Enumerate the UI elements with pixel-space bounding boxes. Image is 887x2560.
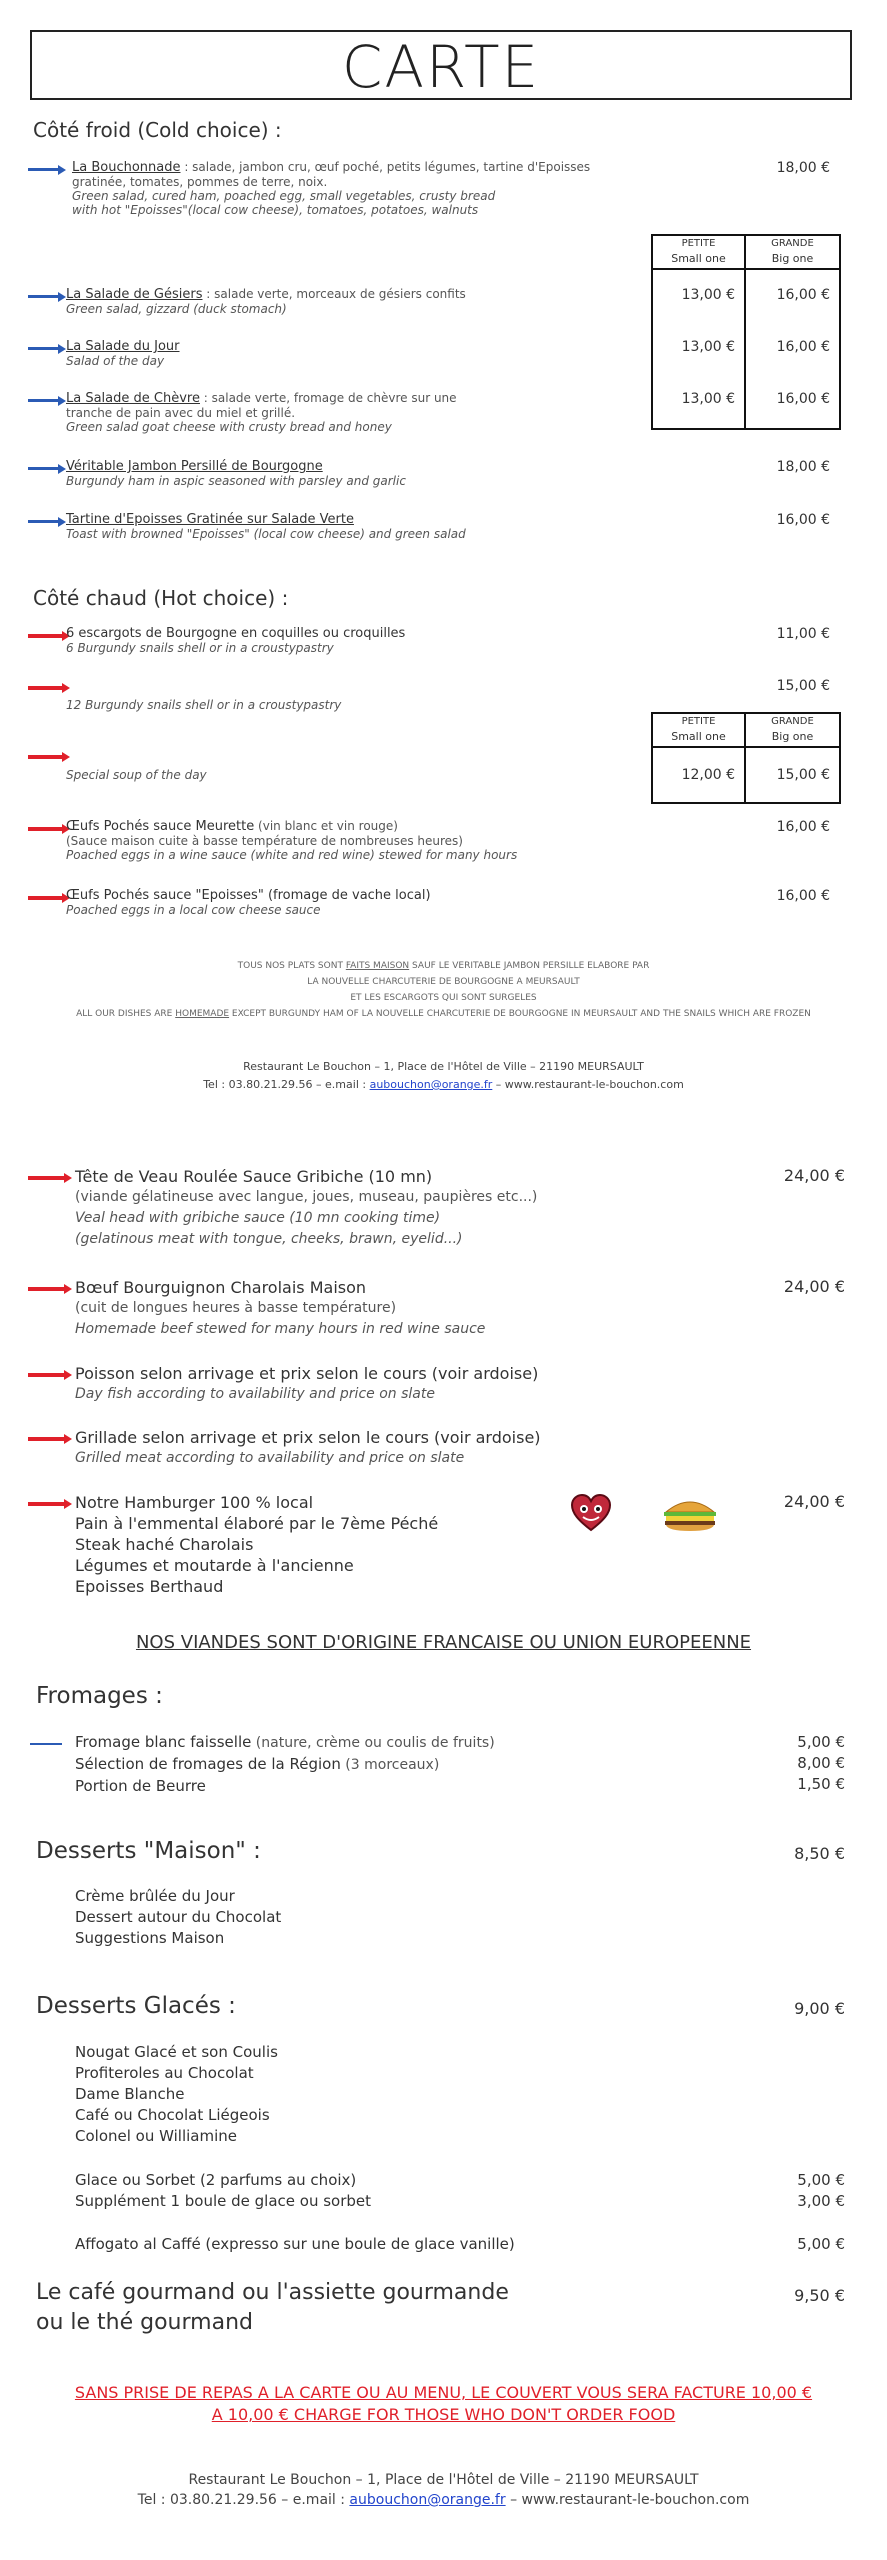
gourmand-line: ou le thé gourmand (36, 2310, 253, 2335)
item-en: Salad of the day (66, 354, 165, 368)
item-en: Poached eggs in a local cow cheese sauce (66, 903, 321, 917)
item-name: Véritable Jambon Persillé de Bourgogne (66, 459, 323, 474)
main-item-hamburger (75, 1492, 575, 1597)
item-desc: (viande gélatineuse avec langue, joues, museau, paupières etc...) (75, 1189, 538, 1205)
item-name: Tartine d'Epoisses Gratinée sur Salade Verte (66, 512, 354, 527)
heart-icon (570, 1494, 612, 1532)
notice-text: ET LES ESCARGOTS QUI SONT SURGELES (350, 993, 537, 1003)
cold-item-jambon (66, 459, 666, 488)
item-desc: (vin blanc et vin rouge) (254, 819, 398, 833)
cheese-prices (760, 1732, 845, 1795)
arrow-icon (28, 896, 64, 900)
item-price: 1,50 € (797, 1775, 845, 1793)
item-name: Sélection de fromages de la Région (75, 1755, 341, 1773)
grid-header-small (653, 236, 744, 266)
ice-price: 9,00 € (794, 1999, 845, 2018)
notice-text: LA NOUVELLE CHARCUTERIE DE BOURGOGNE A MEURSAULT (307, 977, 580, 987)
cover-charge-note (0, 2382, 887, 2426)
item-price-small: 13,00 € (681, 339, 735, 355)
item-line: Epoisses Berthaud (75, 1577, 224, 1596)
item-name: Supplément 1 boule de glace ou sorbet (75, 2192, 372, 2210)
item-desc: (cuit de longues heures à basse température) (75, 1300, 397, 1316)
affogato-name: Affogato al Caffé (expresso sur une boule de glace vanille) (75, 2235, 515, 2253)
homemade-notice (0, 958, 887, 1022)
line-icon (30, 1743, 62, 1745)
meat-origin-note: NOS VIANDES SONT D'ORIGINE FRANCAISE OU UNION EUROPEENNE (135, 1632, 752, 1653)
list-item: Dessert autour du Chocolat (75, 1908, 282, 1926)
item-line: Steak haché Charolais (75, 1535, 254, 1554)
item-desc: (Sauce maison cuite à basse température de nombreuses heures) (66, 834, 463, 848)
grid-label: PETITE (681, 716, 716, 727)
item-price: 18,00 € (776, 160, 830, 176)
desserts-list (75, 1886, 575, 1949)
item-name: La Bouchonnade (72, 160, 181, 175)
grid-label: Big one (771, 730, 814, 743)
list-item: Crème brûlée du Jour (75, 1887, 235, 1905)
arrow-icon (28, 1373, 66, 1377)
cold-item-chevre (66, 391, 646, 434)
grid-divider (651, 268, 841, 270)
email-link[interactable]: aubouchon@orange.fr (369, 1078, 493, 1091)
notice-text: TOUS NOS PLATS SONT (237, 961, 346, 971)
item-price: 5,00 € (797, 1733, 845, 1751)
item-desc: : salade, jambon cru, œuf poché, petits légumes, tartine d'Epoisses (180, 160, 591, 174)
hot-item-soup (66, 768, 646, 782)
item-en: 12 Burgundy snails shell or in a croustypastry (66, 698, 342, 712)
arrow-icon (28, 347, 60, 350)
gourmand-price: 9,50 € (794, 2286, 845, 2305)
item-name: La Salade du Jour (66, 339, 180, 354)
cold-item-tartine (66, 512, 666, 541)
notice-text: FAITS MAISON (345, 961, 410, 971)
notice-text: ALL OUR DISHES ARE (76, 1009, 176, 1019)
item-price: 24,00 € (783, 1166, 845, 1185)
item-price: 24,00 € (783, 1277, 845, 1296)
item-en: Green salad, cured ham, poached egg, small vegetables, crusty bread (72, 189, 496, 203)
item-price-small: 13,00 € (681, 391, 735, 407)
notice-text: SAUF LE VERITABLE JAMBON PERSILLE ELABORE PAR (409, 961, 650, 971)
notice-text: HOMEMADE (175, 1009, 230, 1019)
arrow-icon (28, 634, 64, 638)
ice-extras-prices (760, 2170, 845, 2212)
arrow-icon (28, 1176, 66, 1180)
email-link[interactable]: aubouchon@orange.fr (349, 2492, 506, 2508)
arrow-icon (28, 1287, 66, 1291)
arrow-icon (28, 1502, 66, 1506)
item-line: Pain à l'emmental élaboré par le 7ème Péché (75, 1514, 439, 1533)
item-en: with hot "Epoisses"(local cow cheese), tomatoes, potatoes, walnuts (72, 203, 479, 217)
main-item-boeuf (75, 1277, 725, 1340)
footer-phone: Tel : 03.80.21.29.56 – e.mail : (137, 2492, 350, 2508)
hot-item-oeufs-meurette (66, 819, 716, 862)
main-item-tete-de-veau (75, 1166, 725, 1250)
item-price: 8,00 € (797, 1754, 845, 1772)
arrow-icon (28, 686, 64, 690)
desserts-price: 8,50 € (794, 1844, 845, 1863)
item-en: Grilled meat according to availability and price on slate (75, 1450, 465, 1466)
item-price: 18,00 € (776, 459, 830, 475)
item-price: 3,00 € (797, 2192, 845, 2210)
list-item: Suggestions Maison (75, 1929, 225, 1947)
arrow-icon (28, 295, 60, 298)
item-desc: gratinée, tomates, pommes de terre, noix. (72, 175, 328, 189)
main-item-poisson (75, 1363, 775, 1405)
cheese-list (75, 1732, 675, 1797)
arrow-icon (28, 1437, 66, 1441)
ice-heading: Desserts Glacés : (36, 1993, 236, 2019)
grid-label: PETITE (681, 238, 716, 249)
notice-text: EXCEPT BURGUNDY HAM OF LA NOUVELLE CHARCUTERIE DE BOURGOGNE IN MEURSAULT AND THE SNAILS WHICH ARE FROZEN (229, 1009, 811, 1019)
item-price-small: 13,00 € (681, 287, 735, 303)
item-desc: : salade verte, morceaux de gésiers confits (202, 287, 466, 301)
gourmand-line: Le café gourmand ou l'assiette gourmande (36, 2280, 509, 2305)
footer-contact (0, 1058, 887, 1094)
item-name: Œufs Pochés sauce Meurette (66, 819, 255, 834)
item-price-big: 16,00 € (776, 339, 830, 355)
arrow-icon (28, 520, 60, 523)
footer-contact-bottom (0, 2470, 887, 2510)
grid-label: Small one (671, 252, 726, 265)
item-name: Portion de Beurre (75, 1777, 206, 1795)
hot-heading: Côté chaud (Hot choice) : (33, 586, 289, 610)
website-text: – www.restaurant-le-bouchon.com (492, 1078, 684, 1091)
item-name: Notre Hamburger 100 % local (75, 1493, 314, 1512)
hot-item-oeufs-epoisses (66, 888, 716, 917)
list-item: Nougat Glacé et son Coulis (75, 2043, 278, 2061)
ice-list (75, 2042, 575, 2147)
item-en: Poached eggs in a wine sauce (white and red wine) stewed for many hours (66, 848, 518, 862)
footer-address: Restaurant Le Bouchon – 1, Place de l'Hôtel de Ville – 21190 MEURSAULT (243, 1060, 644, 1073)
website-text: – www.restaurant-le-bouchon.com (505, 2492, 750, 2508)
arrow-icon (28, 755, 64, 759)
item-name: Bœuf Bourguignon Charolais Maison (75, 1278, 367, 1297)
item-name: Fromage blanc faisselle (75, 1733, 252, 1751)
item-en: Veal head with gribiche sauce (10 mn cooking time) (75, 1210, 441, 1226)
grid-label: GRANDE (771, 716, 814, 727)
list-item: Colonel ou Williamine (75, 2127, 237, 2145)
item-name: La Salade de Chèvre (66, 391, 200, 406)
cheese-heading: Fromages : (36, 1683, 163, 1709)
list-item: Dame Blanche (75, 2085, 185, 2103)
menu-title: CARTE (341, 33, 541, 101)
grid-label: Big one (771, 252, 814, 265)
grid-header-big (746, 236, 839, 266)
burger-icon (660, 1496, 720, 1532)
item-name: Œufs Pochés sauce "Epoisses" (fromage de vache local) (66, 888, 431, 903)
menu-title-box (30, 30, 852, 100)
affogato-price: 5,00 € (797, 2235, 845, 2253)
cold-item-gesiers (66, 287, 646, 316)
item-price: 15,00 € (776, 678, 830, 694)
grid-label: GRANDE (771, 238, 814, 249)
item-price: 5,00 € (797, 2171, 845, 2189)
item-name: Grillade selon arrivage et prix selon le cours (voir ardoise) (75, 1428, 541, 1447)
hot-item-6-escargots (66, 626, 666, 655)
cold-item-bouchonnade (72, 160, 772, 217)
item-name: La Salade de Gésiers (66, 287, 203, 302)
desserts-heading: Desserts "Maison" : (36, 1838, 261, 1864)
item-en: Green salad goat cheese with crusty bread and honey (66, 420, 392, 434)
arrow-icon (28, 827, 64, 831)
item-name: Tête de Veau Roulée Sauce Gribiche (10 mn) (75, 1167, 433, 1186)
gourmand (36, 2278, 509, 2338)
grid-divider (651, 746, 841, 748)
item-en: Burgundy ham in aspic seasoned with parsley and garlic (66, 474, 406, 488)
item-en: Day fish according to availability and price on slate (75, 1386, 435, 1402)
item-price-small: 12,00 € (681, 767, 735, 783)
item-en: Toast with browned "Epoisses" (local cow cheese) and green salad (66, 527, 466, 541)
item-price: 16,00 € (776, 512, 830, 528)
footer-phone: Tel : 03.80.21.29.56 – e.mail : (203, 1078, 370, 1091)
footer-address: Restaurant Le Bouchon – 1, Place de l'Hôtel de Ville – 21190 MEURSAULT (188, 2472, 699, 2488)
cover-charge-en: A 10,00 € CHARGE FOR THOSE WHO DON'T ORDER FOOD (211, 2405, 676, 2424)
arrow-icon (28, 168, 60, 171)
arrow-icon (28, 467, 60, 470)
item-price: 11,00 € (776, 626, 830, 642)
grid-header-big (746, 714, 839, 744)
main-item-grillade (75, 1427, 775, 1469)
item-name: Glace ou Sorbet (2 parfums au choix) (75, 2171, 357, 2189)
cold-heading: Côté froid (Cold choice) : (33, 118, 282, 142)
item-price: 24,00 € (783, 1492, 845, 1511)
ice-extras (75, 2170, 675, 2212)
cover-charge-fr: SANS PRISE DE REPAS A LA CARTE OU AU MENU, LE COUVERT VOUS SERA FACTURE 10,00 € (74, 2383, 813, 2402)
cold-item-salade-jour (66, 339, 646, 368)
arrow-icon (28, 399, 60, 402)
item-en: Special soup of the day (66, 768, 207, 782)
grid-header-small (653, 714, 744, 744)
item-price-big: 16,00 € (776, 391, 830, 407)
item-en: (gelatinous meat with tongue, cheeks, brawn, eyelid...) (75, 1231, 463, 1247)
item-desc: : salade verte, fromage de chèvre sur une (199, 391, 457, 405)
item-en: Green salad, gizzard (duck stomach) (66, 302, 287, 316)
item-en: 6 Burgundy snails shell or in a croustypastry (66, 641, 334, 655)
list-item: Profiteroles au Chocolat (75, 2064, 254, 2082)
item-desc: tranche de pain avec du miel et grillé. (66, 406, 296, 420)
item-name: 6 escargots de Bourgogne en coquilles ou croquilles (66, 626, 406, 641)
item-price: 16,00 € (776, 819, 830, 835)
item-price-big: 15,00 € (776, 767, 830, 783)
item-price: 16,00 € (776, 888, 830, 904)
grid-label: Small one (671, 730, 726, 743)
item-line: Légumes et moutarde à l'ancienne (75, 1556, 354, 1575)
item-en: Homemade beef stewed for many hours in red wine sauce (75, 1321, 486, 1337)
hot-item-12-escargots (66, 698, 666, 712)
item-price-big: 16,00 € (776, 287, 830, 303)
item-desc: (3 morceaux) (340, 1757, 440, 1773)
item-desc: (nature, crème ou coulis de fruits) (251, 1735, 495, 1751)
list-item: Café ou Chocolat Liégeois (75, 2106, 270, 2124)
item-name: Poisson selon arrivage et prix selon le cours (voir ardoise) (75, 1364, 539, 1383)
